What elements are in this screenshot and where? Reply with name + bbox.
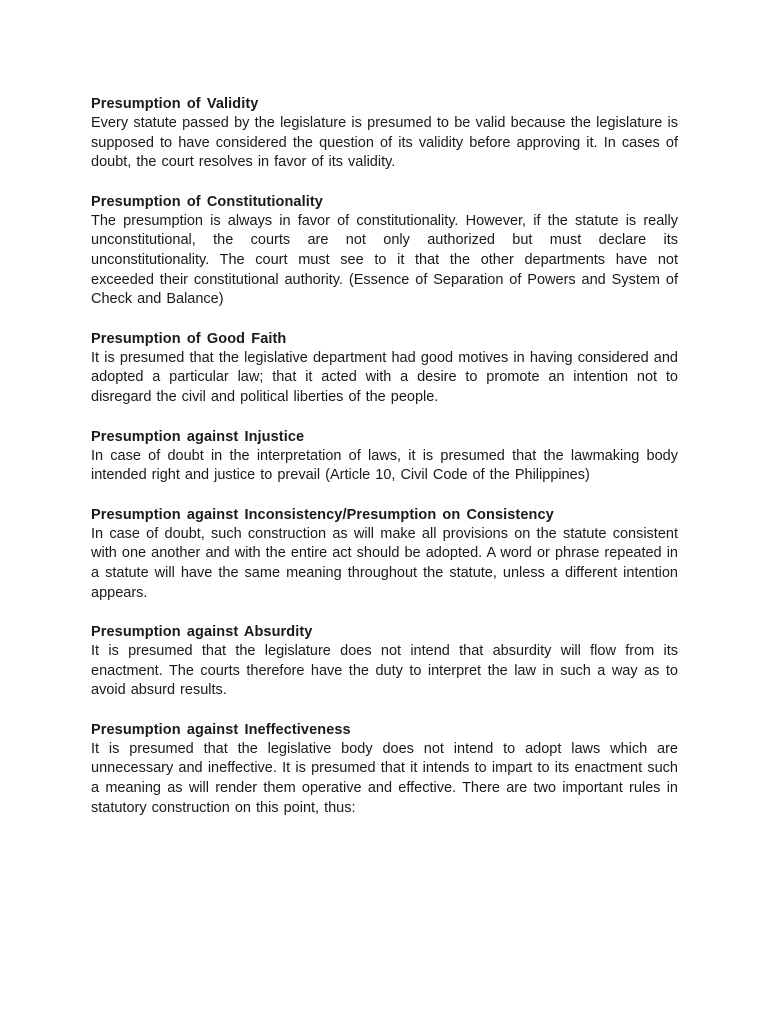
section-body: The presumption is always in favor of constitutionality. However, if the statute is really unconstitutional, the courts are not only authorized but must declare its unconstitutionality. The court must see to it that the other departments have not exceeded their constitutional authority. (Essence of Separation of Powers and System of Check and Balance) <box>91 212 678 308</box>
section-heading: Presumption against Absurdity <box>91 624 313 641</box>
section-presumption-of-good-faith <box>91 329 678 408</box>
section-body: Every statute passed by the legislature is presumed to be valid because the legislature is supposed to have considered the question of its validity before approving it. In cases of doubt, the court resolves in favor of its validity. <box>91 115 678 171</box>
section-presumption-against-absurdity <box>91 622 678 701</box>
section-presumption-against-ineffectiveness <box>91 720 678 818</box>
document-page <box>91 94 678 837</box>
section-heading: Presumption of Good Faith <box>91 330 287 347</box>
section-body: In case of doubt, such construction as will make all provisions on the statute consistent with one another and with the entire act should be adopted. A word or phrase repeated in a statute will have the same meaning throughout the statute, unless a different intention appears. <box>91 525 678 601</box>
section-body: It is presumed that the legislative body does not intend to adopt laws which are unnecessary and ineffective. It is presumed that it intends to impart to its enactment such a meaning as will render them operative and effective. There are two important rules in statutory construction on this point, thus: <box>91 740 678 816</box>
section-heading: Presumption against Ineffectiveness <box>91 721 351 738</box>
section-presumption-against-injustice <box>91 427 678 486</box>
section-body: It is presumed that the legislative department had good motives in having considered and adopted a particular law; that it acted with a desire to promote an intention not to disregard the civil and political liberties of the people. <box>91 349 678 405</box>
section-presumption-of-constitutionality <box>91 192 678 310</box>
section-body: In case of doubt in the interpretation of laws, it is presumed that the lawmaking body intended right and justice to prevail (Article 10, Civil Code of the Philippines) <box>91 447 678 484</box>
section-presumption-against-inconsistency <box>91 505 678 603</box>
section-body: It is presumed that the legislature does not intend that absurdity will flow from its enactment. The courts therefore have the duty to interpret the law in such a way as to avoid absurd results. <box>91 643 678 699</box>
section-heading: Presumption of Validity <box>91 96 259 112</box>
section-presumption-of-validity <box>91 94 678 173</box>
section-heading: Presumption of Constitutionality <box>91 193 323 210</box>
section-heading: Presumption against Inconsistency/Presumption on Consistency <box>91 506 554 523</box>
section-heading: Presumption against Injustice <box>91 428 305 445</box>
